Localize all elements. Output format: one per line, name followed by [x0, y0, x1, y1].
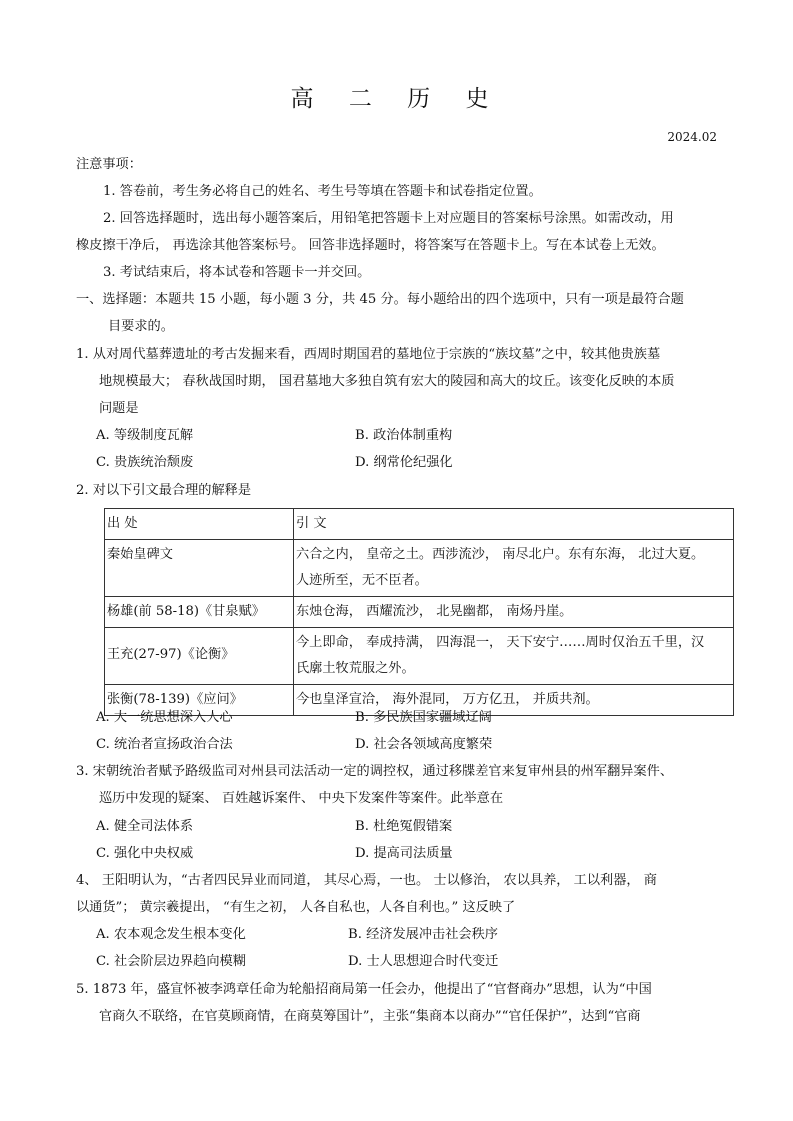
- question-1-option-c: C. 贵族统治颓废: [96, 455, 194, 470]
- question-2-option-a: A. 大一统思想深入人心: [96, 710, 233, 725]
- table-header-row: [105, 509, 734, 540]
- question-4-option-d: D. 士人思想迎合时代变迁: [348, 954, 499, 969]
- question-2-option-b: B. 多民族国家疆域辽阔: [355, 710, 492, 725]
- question-4-option-c: C. 社会阶层边界趋向模糊: [96, 954, 246, 969]
- question-2-stem: 2. 对以下引文最合理的解释是: [76, 483, 252, 498]
- question-3-option-d: D. 提高司法质量: [355, 846, 453, 861]
- quote-line: 人迹所至，无不臣者。: [296, 573, 428, 588]
- question-4-stem-cont: 以通货”； 黄宗羲提出， “有生之初， 人各自私也，人各自利也。” 这反映了: [76, 900, 516, 915]
- question-1-stem-cont2: 问题是: [99, 401, 139, 416]
- notice-item-3: 3. 考试结束后，将本试卷和答题卡一并交回。: [103, 265, 371, 280]
- citation-table: [104, 508, 734, 716]
- quote-line: 六合之内， 皇帝之土。西涉流沙， 南尽北户。东有东海， 北过大夏。: [296, 547, 705, 562]
- question-3-stem: 3. 宋朝统治者赋予路级监司对州县司法活动一定的调控权，通过移牒差官来复审州县的州军翻异案件、: [76, 764, 674, 779]
- question-4-option-b: B. 经济发展冲击社会秩序: [348, 927, 498, 942]
- notice-heading: 注意事项：: [76, 157, 142, 172]
- table-cell-source: 王充(27-97)《论衡》: [105, 628, 294, 685]
- quote-line: 今上即命， 奉成持满， 四海混一， 天下安宁……周时仅治五千里，汉: [296, 635, 705, 650]
- table-cell-source: 张衡(78-139)《应问》: [105, 685, 294, 716]
- question-2-option-d: D. 社会各领域高度繁荣: [355, 737, 493, 752]
- table-row: [105, 628, 734, 685]
- question-2-option-c: C. 统治者宣扬政治合法: [96, 737, 233, 752]
- notice-item-2-cont: 橡皮擦干净后， 再选涂其他答案标号。 回答非选择题时，将答案写在答题卡上。写在本试卷上无效。: [76, 238, 665, 253]
- question-1-option-a: A. 等级制度瓦解: [96, 428, 194, 443]
- table-header-source: 出 处: [105, 509, 294, 540]
- question-3-option-b: B. 杜绝冤假错案: [355, 819, 453, 834]
- table-header-quote: 引 文: [294, 509, 734, 540]
- table-row: [105, 540, 734, 597]
- question-1-stem: 1. 从对周代墓葬遗址的考古发掘来看，西周时期国君的墓地位于宗族的“族坟墓”之中，较其他贵族墓: [76, 347, 661, 362]
- page-title: 高 二 历 史: [290, 86, 503, 112]
- table-cell-quote: [294, 628, 734, 685]
- question-1-stem-cont: 地规模最大； 春秋战国时期， 国君墓地大多独自筑有宏大的陵园和高大的坟丘。该变化反映的本质: [99, 374, 675, 389]
- question-4-option-a: A. 农本观念发生根本变化: [96, 927, 246, 942]
- section-heading: 一、选择题：本题共 15 小题，每小题 3 分，共 45 分。每小题给出的四个选项中，只有一项是最符合题: [76, 292, 684, 307]
- section-heading-cont: 目要求的。: [108, 319, 174, 334]
- question-1-option-b: B. 政治体制重构: [355, 428, 453, 443]
- table-cell-quote: 东烛仓海， 西耀流沙， 北晃幽都， 南炀丹崖。: [294, 597, 734, 628]
- table-cell-quote: [294, 540, 734, 597]
- table-cell-source: 杨雄(前 58-18)《甘泉赋》: [105, 597, 294, 628]
- table-cell-quote: 今也皇泽宣洽， 海外混同， 万方亿丑， 并质共剂。: [294, 685, 734, 716]
- table-row: [105, 597, 734, 628]
- exam-date: 2024.02: [667, 130, 717, 144]
- question-1-option-d: D. 纲常伦纪强化: [355, 455, 453, 470]
- quote-line: 氏廓土牧荒服之外。: [296, 661, 415, 676]
- question-5-stem: 5. 1873 年，盛宣怀被李鸿章任命为轮船招商局第一任会办，他提出了“官督商办”思想，认为“中国: [76, 982, 652, 997]
- notice-item-2: 2. 回答选择题时，选出每小题答案后，用铅笔把答题卡上对应题目的答案标号涂黑。如需改动，用: [103, 211, 674, 226]
- question-5-stem-cont: 官商久不联络，在官莫顾商情，在商莫筹国计”，主张“集商本以商办”“官任保护”，达到“官商: [99, 1009, 641, 1024]
- notice-item-1: 1. 答卷前，考生务必将自己的姓名、考生号等填在答题卡和试卷指定位置。: [103, 184, 542, 199]
- question-3-stem-cont: 巡历中发现的疑案、 百姓越诉案件、 中央下发案件等案件。此举意在: [99, 791, 504, 806]
- question-3-option-a: A. 健全司法体系: [96, 819, 194, 834]
- question-4-stem: 4、 王阳明认为，“古者四民异业而同道， 其尽心焉，一也。 士以修治， 农以具养， 工以利器， 商: [76, 873, 657, 888]
- table-cell-source: 秦始皇碑文: [105, 540, 294, 597]
- question-3-option-c: C. 强化中央权威: [96, 846, 194, 861]
